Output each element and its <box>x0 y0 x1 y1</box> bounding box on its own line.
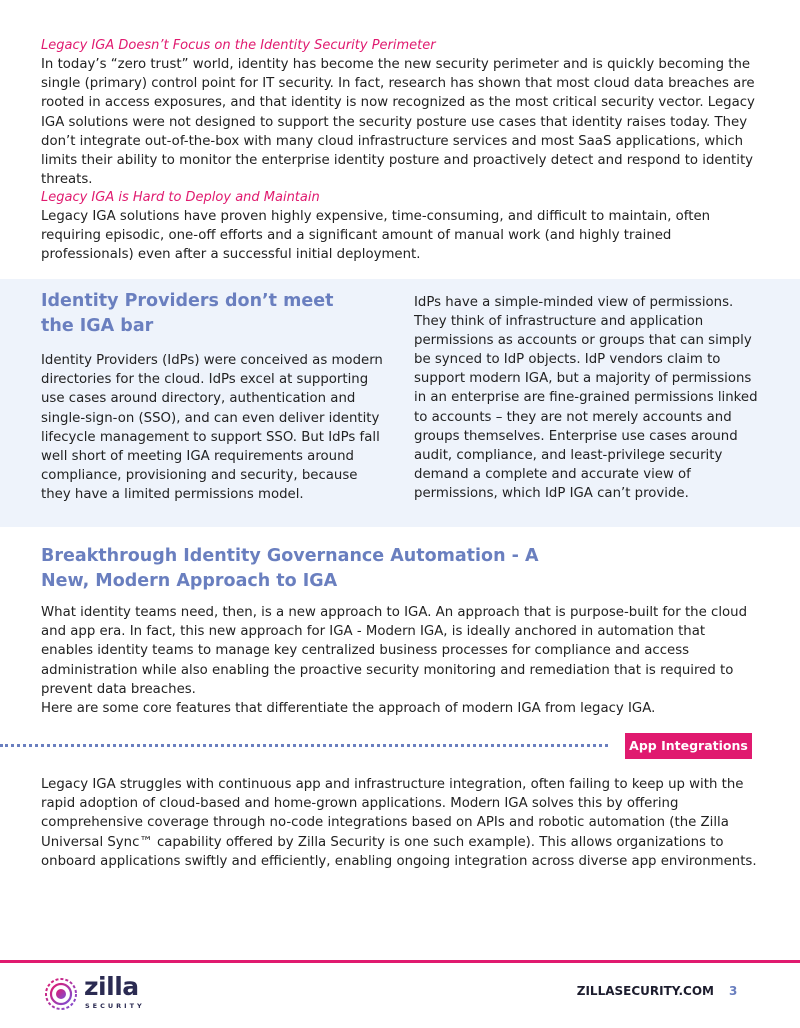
breakthrough-body: What identity teams need, then, is a new approach to IGA. An approach that is purpose-built for the cloud and app era. In fact, this new approach for IGA - Modern IGA, is ideally anchored in automation that enables identity teams to manage key centralized business processes for compliance and access administration while also enabling the proactive security monitoring and remediation that is required to prevent data breaches. <box>41 605 748 697</box>
idp-title: Identity Providers don’t meet the IGA bar <box>41 291 334 336</box>
section-body: In today’s “zero trust” world, identity has become the new security perimeter and is quickly becoming the single (primary) control point for IT security. In fact, research has shown that most cloud data breaches are rooted in access exposures, and that identity is now recognized as the most critical security vector. Legacy IGA solutions were not designed to support the security posture use cases that identity raises today. They don’t integrate out-of-the-box with many cloud infrastructure services and most SaaS applications, which limits their ability to monitor the enterprise identity posture and proactively detect and respond to identity threats. <box>41 57 755 188</box>
logo-wordmark: zilla <box>84 972 139 1001</box>
breakthrough-title: Breakthrough Identity Governance Automation - A New, Modern Approach to IGA <box>41 546 539 591</box>
app-integrations-body: Legacy IGA struggles with continuous app and infrastructure integration, often failing to keep up with the rapid adoption of cloud-based and home-grown applications. Modern IGA solves this by offering comprehensive coverage through no-code integrations based on APIs and robotic automation (the Zilla Universal Sync™ capability offered by Zilla Security is one such example). This allows organizations to onboard applications swiftly and efficiently, enabling ongoing integration across diverse app environments. <box>41 777 757 869</box>
footer-website: ZILLASECURITY.COM <box>576 984 714 998</box>
section-heading: Legacy IGA is Hard to Deploy and Maintain <box>41 190 320 205</box>
section-heading: Legacy IGA Doesn’t Focus on the Identity Security Perimeter <box>41 38 436 53</box>
dotted-divider <box>0 744 608 747</box>
logo-subtitle: SECURITY <box>85 1002 145 1010</box>
idp-left-column: Identity Providers (IdPs) were conceived as modern directories for the cloud. IdPs excel at supporting use cases around directory, authentication and single-sign-on (SSO), and can even deliver identity lifecycle management to support SSO. But IdPs fall well short of meeting IGA requirements around compliance, provisioning and security, because they have a limited permissions model. <box>41 353 383 503</box>
app-integrations-badge: App Integrations <box>625 733 752 759</box>
idp-right-column: IdPs have a simple-minded view of permissions. They think of infrastructure and application permissions as accounts or groups that can simply be synced to IdP objects. IdP vendors claim to support modern IGA, but a majority of permissions in an enterprise are fine-grained permissions linked to accounts – they are not merely accounts and groups themselves. Enterprise use cases around audit, compliance, and least-privilege security demand a complete and accurate view of permissions, which IdP IGA can’t provide. <box>414 295 758 501</box>
page-number: 3 <box>729 984 738 998</box>
zilla-logo-mark-icon <box>44 977 78 1011</box>
footer-divider <box>0 960 800 963</box>
breakthrough-features-intro: Here are some core features that differentiate the approach of modern IGA from legacy IGA. <box>41 701 656 716</box>
section-body: Legacy IGA solutions have proven highly expensive, time-consuming, and difficult to maintain, often requiring episodic, one-off efforts and a significant amount of manual work (and highly trained professionals) even after a successful initial deployment. <box>41 209 711 263</box>
zilla-logo <box>44 972 154 1015</box>
